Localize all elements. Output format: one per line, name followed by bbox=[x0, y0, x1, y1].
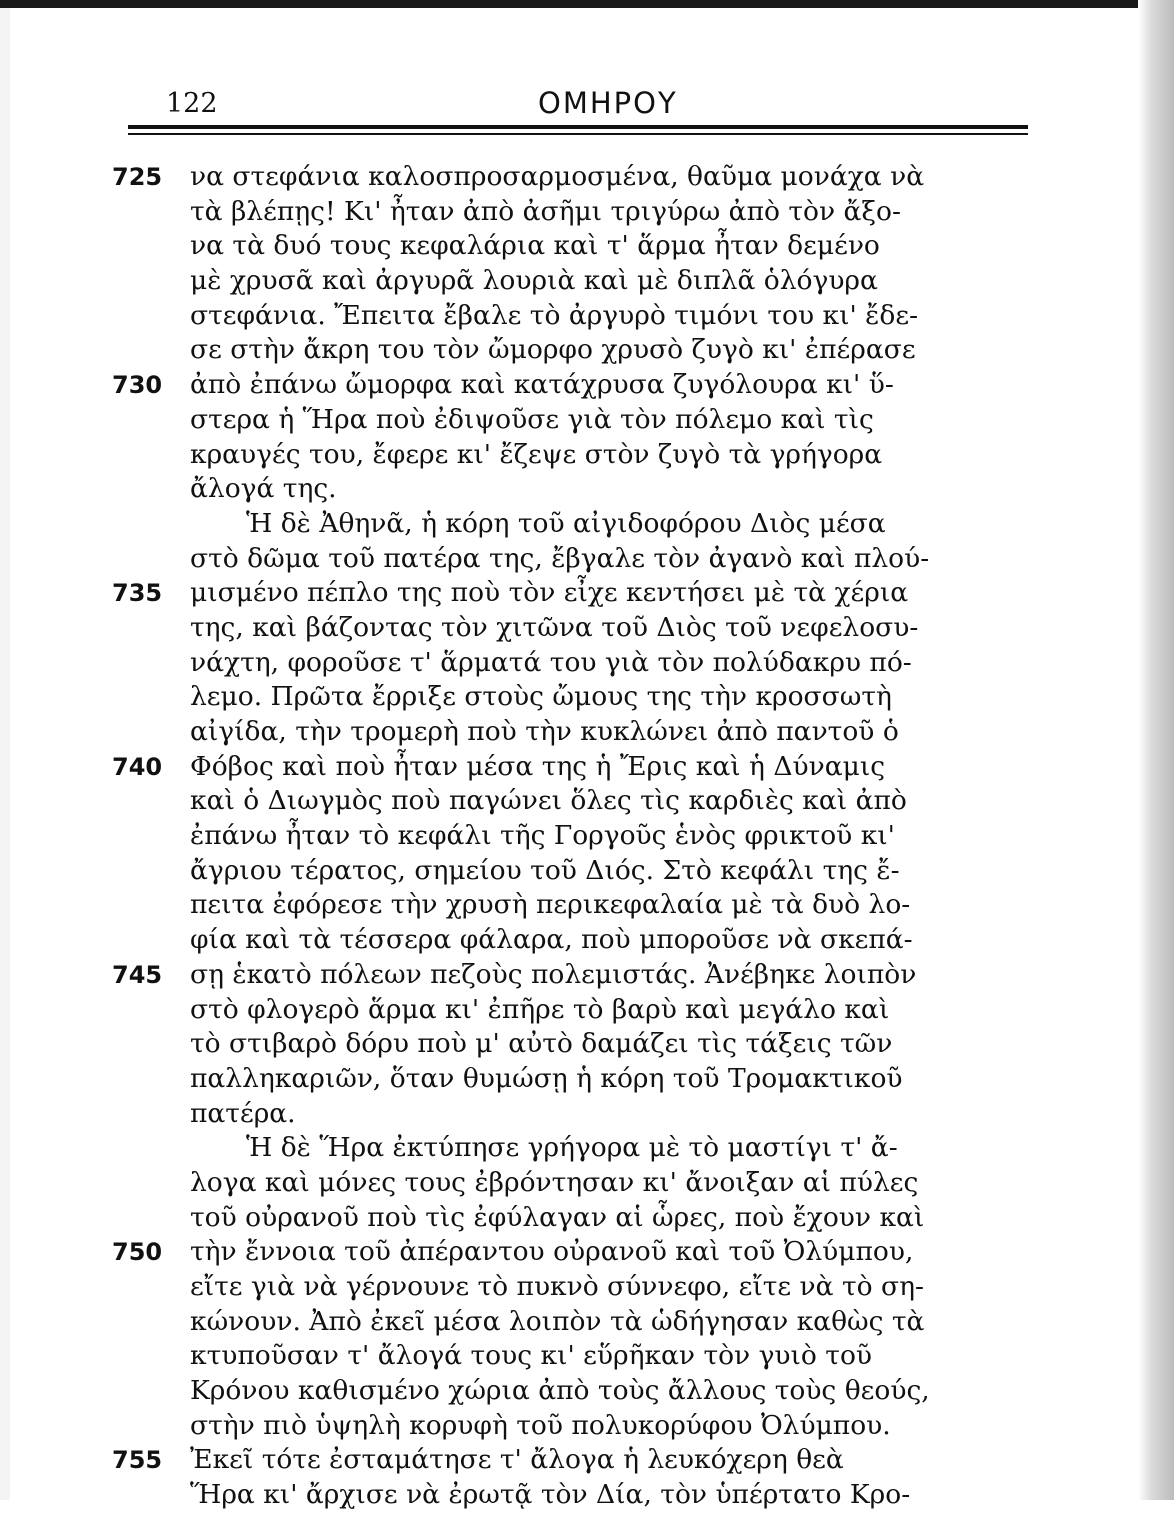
text-line bbox=[112, 888, 1042, 923]
line-text: τὴν ἔννοια τοῦ ἀπέραντου οὐρανοῦ καὶ τοῦ Ὀλύμπου, bbox=[190, 1236, 914, 1268]
text-line bbox=[112, 229, 1042, 264]
text-line bbox=[112, 1235, 1042, 1270]
line-text: Φόβος καὶ ποὺ ἦταν μέσα της ἡ Ἔρις καὶ ἡ Δύναμις bbox=[190, 750, 886, 782]
text-line bbox=[112, 1305, 1042, 1340]
line-number: 745 bbox=[112, 960, 163, 989]
line-text: στερα ἡ Ἥρα ποὺ ἐδιψοῦσε γιὰ τὸν πόλεμο καὶ τὶς bbox=[190, 403, 874, 435]
text-line bbox=[112, 819, 1042, 854]
line-text: φία καὶ τὰ τέσσερα φάλαρα, ποὺ μποροῦσε νὰ σκεπά- bbox=[190, 924, 913, 956]
line-text: μισμένο πέπλο της ποὺ τὸν εἶχε κεντήσει μὲ τὰ χέρια bbox=[190, 577, 909, 609]
line-number: 755 bbox=[112, 1446, 163, 1475]
text-line bbox=[112, 1166, 1042, 1201]
line-text: εἴτε γιὰ νὰ γέρνουνε τὸ πυκνὸ σύννεφο, εἴτε νὰ τὸ ση- bbox=[190, 1271, 924, 1302]
scan-top-edge bbox=[0, 0, 1174, 8]
line-text: στὸ φλογερὸ ἅρμα κι' ἐπῆρε τὸ βαρὺ καὶ μεγάλο καὶ bbox=[190, 993, 890, 1025]
line-text: ἄγριου τέρατος, σημείου τοῦ Διός. Στὸ κεφάλι της ἔ- bbox=[190, 854, 900, 886]
text-line bbox=[112, 1131, 1042, 1166]
text-line bbox=[112, 680, 1042, 715]
line-text: ἄλογά της. bbox=[190, 473, 337, 505]
line-text: τὰ βλέπῃς! Κι' ἦταν ἀπὸ ἀσῆμι τριγύρω ἀπὸ τὸν ἄξο- bbox=[190, 195, 901, 227]
text-line bbox=[112, 611, 1042, 646]
text-line bbox=[112, 576, 1042, 611]
text-line bbox=[112, 1443, 1042, 1478]
text-line bbox=[112, 299, 1042, 334]
line-text: σε στὴν ἄκρη του τὸν ὤμορφο χρυσὸ ζυγὸ κι' ἐπέρασε bbox=[190, 334, 916, 366]
text-line bbox=[112, 160, 1042, 195]
text-line bbox=[112, 1374, 1042, 1409]
line-text: νάχτη, φοροῦσε τ' ἅρματά του γιὰ τὸν πολύδακρυ πό- bbox=[190, 646, 912, 678]
line-text: της, καὶ βάζοντας τὸν χιτῶνα τοῦ Διὸς τοῦ νεφελοσυ- bbox=[190, 611, 919, 643]
text-line bbox=[112, 195, 1042, 230]
header-rule-thick bbox=[128, 125, 1028, 129]
text-line bbox=[112, 1201, 1042, 1236]
line-text: τοῦ οὐρανοῦ ποὺ τὶς ἐφύλαγαν αἱ ὧρες, ποὺ ἔχουν καὶ bbox=[190, 1201, 925, 1233]
line-text: Ἡ δὲ Ἥρα ἐκτύπησε γρήγορα μὲ τὸ μαστίγι τ' ἄ- bbox=[246, 1132, 898, 1164]
text-line bbox=[112, 264, 1042, 299]
line-text: σῃ ἑκατὸ πόλεων πεζοὺς πολεμιστάς. Ἀνέβηκε λοιπὸν bbox=[190, 958, 917, 990]
page-number: 122 bbox=[166, 88, 218, 119]
line-text: κραυγές του, ἔφερε κι' ἔζεψε στὸν ζυγὸ τὰ γρήγορα bbox=[190, 438, 883, 470]
scan-left-edge bbox=[0, 0, 10, 1500]
text-line bbox=[112, 784, 1042, 819]
line-text: να τὰ δυό τους κεφαλάρια καὶ τ' ἅρμα ἦταν δεμένο bbox=[190, 230, 880, 262]
text-line bbox=[112, 542, 1042, 577]
body-text bbox=[112, 160, 1042, 1513]
line-text: Κρόνου καθισμένο χώρια ἀπὸ τοὺς ἄλλους τοὺς θεούς, bbox=[190, 1375, 930, 1407]
line-text: πειτα ἐφόρεσε τὴν χρυσὴ περικεφαλαία μὲ τὰ δυὸ λο- bbox=[190, 889, 911, 921]
text-line bbox=[112, 993, 1042, 1028]
line-text: μὲ χρυσᾶ καὶ ἀργυρᾶ λουριὰ καὶ μὲ διπλᾶ ὁλόγυρα bbox=[190, 265, 878, 297]
line-text: παλληκαριῶν, ὅταν θυμώσῃ ἡ κόρη τοῦ Τρομακτικοῦ bbox=[190, 1062, 903, 1094]
line-number: 735 bbox=[112, 579, 163, 608]
page-header bbox=[128, 80, 1128, 120]
text-line bbox=[112, 507, 1042, 542]
text-line bbox=[112, 646, 1042, 681]
line-text: ἐπάνω ἦταν τὸ κεφάλι τῆς Γοργοῦς ἑνὸς φρικτοῦ κι' bbox=[190, 820, 895, 852]
text-line bbox=[112, 715, 1042, 750]
line-text: κώνουν. Ἀπὸ ἐκεῖ μέσα λοιπὸν τὰ ὡδήγησαν καθὼς τὰ bbox=[190, 1305, 925, 1337]
text-line bbox=[112, 1478, 1042, 1513]
line-number: 750 bbox=[112, 1238, 163, 1267]
text-line bbox=[112, 438, 1042, 473]
text-line bbox=[112, 1270, 1042, 1305]
line-text: κτυποῦσαν τ' ἄλογά τους κι' εὕρῆκαν τὸν γυιὸ τοῦ bbox=[190, 1340, 873, 1372]
line-text: στὸ δῶμα τοῦ πατέρα της, ἔβγαλε τὸν ἀγανὸ καὶ πλού- bbox=[190, 542, 930, 574]
line-text: αἰγίδα, τὴν τρομερὴ ποὺ τὴν κυκλώνει ἀπὸ παντοῦ ὁ bbox=[190, 716, 899, 747]
line-text: λεμο. Πρῶτα ἔρριξε στοὺς ὤμους της τὴν κροσσωτὴ bbox=[190, 681, 892, 713]
text-line bbox=[112, 403, 1042, 438]
text-line bbox=[112, 472, 1042, 507]
line-text: Ἡ δὲ Ἀθηνᾶ, ἡ κόρη τοῦ αἰγιδοφόρου Διὸς μέσα bbox=[246, 507, 886, 539]
text-line bbox=[112, 1409, 1042, 1444]
line-text: στεφάνια. Ἔπειτα ἔβαλε τὸ ἀργυρὸ τιμόνι του κι' ἔδε- bbox=[190, 299, 919, 331]
text-line bbox=[112, 333, 1042, 368]
line-number: 740 bbox=[112, 752, 163, 781]
line-text: Ἥρα κι' ἄρχισε νὰ ἐρωτᾷ τὸν Δία, τὸν ὑπέρτατο Κρο- bbox=[190, 1479, 911, 1511]
line-text: στὴν πιὸ ὑψηλὴ κορυφὴ τοῦ πολυκορύφου Ὀλύμπου. bbox=[190, 1409, 891, 1441]
running-title: ΟΜΗΡΟΥ bbox=[538, 86, 678, 120]
line-text: ἀπὸ ἐπάνω ὤμορφα καὶ κατάχρυσα ζυγόλουρα κι' ὕ- bbox=[190, 369, 894, 401]
text-line bbox=[112, 368, 1042, 403]
text-line bbox=[112, 854, 1042, 889]
line-text: να στεφάνια καλοσπροσαρμοσμένα, θαῦμα μονάχα νὰ bbox=[190, 161, 925, 192]
line-text: Ἐκεῖ τότε ἐσταμάτησε τ' ἄλογα ἡ λευκόχερη θεὰ bbox=[190, 1444, 844, 1476]
line-text: λογα καὶ μόνες τους ἐβρόντησαν κι' ἄνοιξαν αἱ πύλες bbox=[190, 1166, 919, 1198]
line-text: καὶ ὁ Διωγμὸς ποὺ παγώνει ὅλες τὶς καρδιὲς καὶ ἀπὸ bbox=[190, 785, 907, 817]
text-line bbox=[112, 958, 1042, 993]
line-number: 725 bbox=[112, 163, 163, 191]
text-line bbox=[112, 923, 1042, 958]
scan-right-edge bbox=[1138, 0, 1174, 1500]
header-rule-thin bbox=[128, 133, 1028, 135]
text-line bbox=[112, 1027, 1042, 1062]
text-line bbox=[112, 1097, 1042, 1132]
text-line bbox=[112, 750, 1042, 785]
text-line bbox=[112, 1339, 1042, 1374]
line-number: 730 bbox=[112, 371, 163, 400]
text-line bbox=[112, 1062, 1042, 1097]
line-text: τὸ στιβαρὸ δόρυ ποὺ μ' αὐτὸ δαμάζει τὶς τάξεις τῶν bbox=[190, 1028, 893, 1060]
line-text: πατέρα. bbox=[190, 1097, 296, 1129]
